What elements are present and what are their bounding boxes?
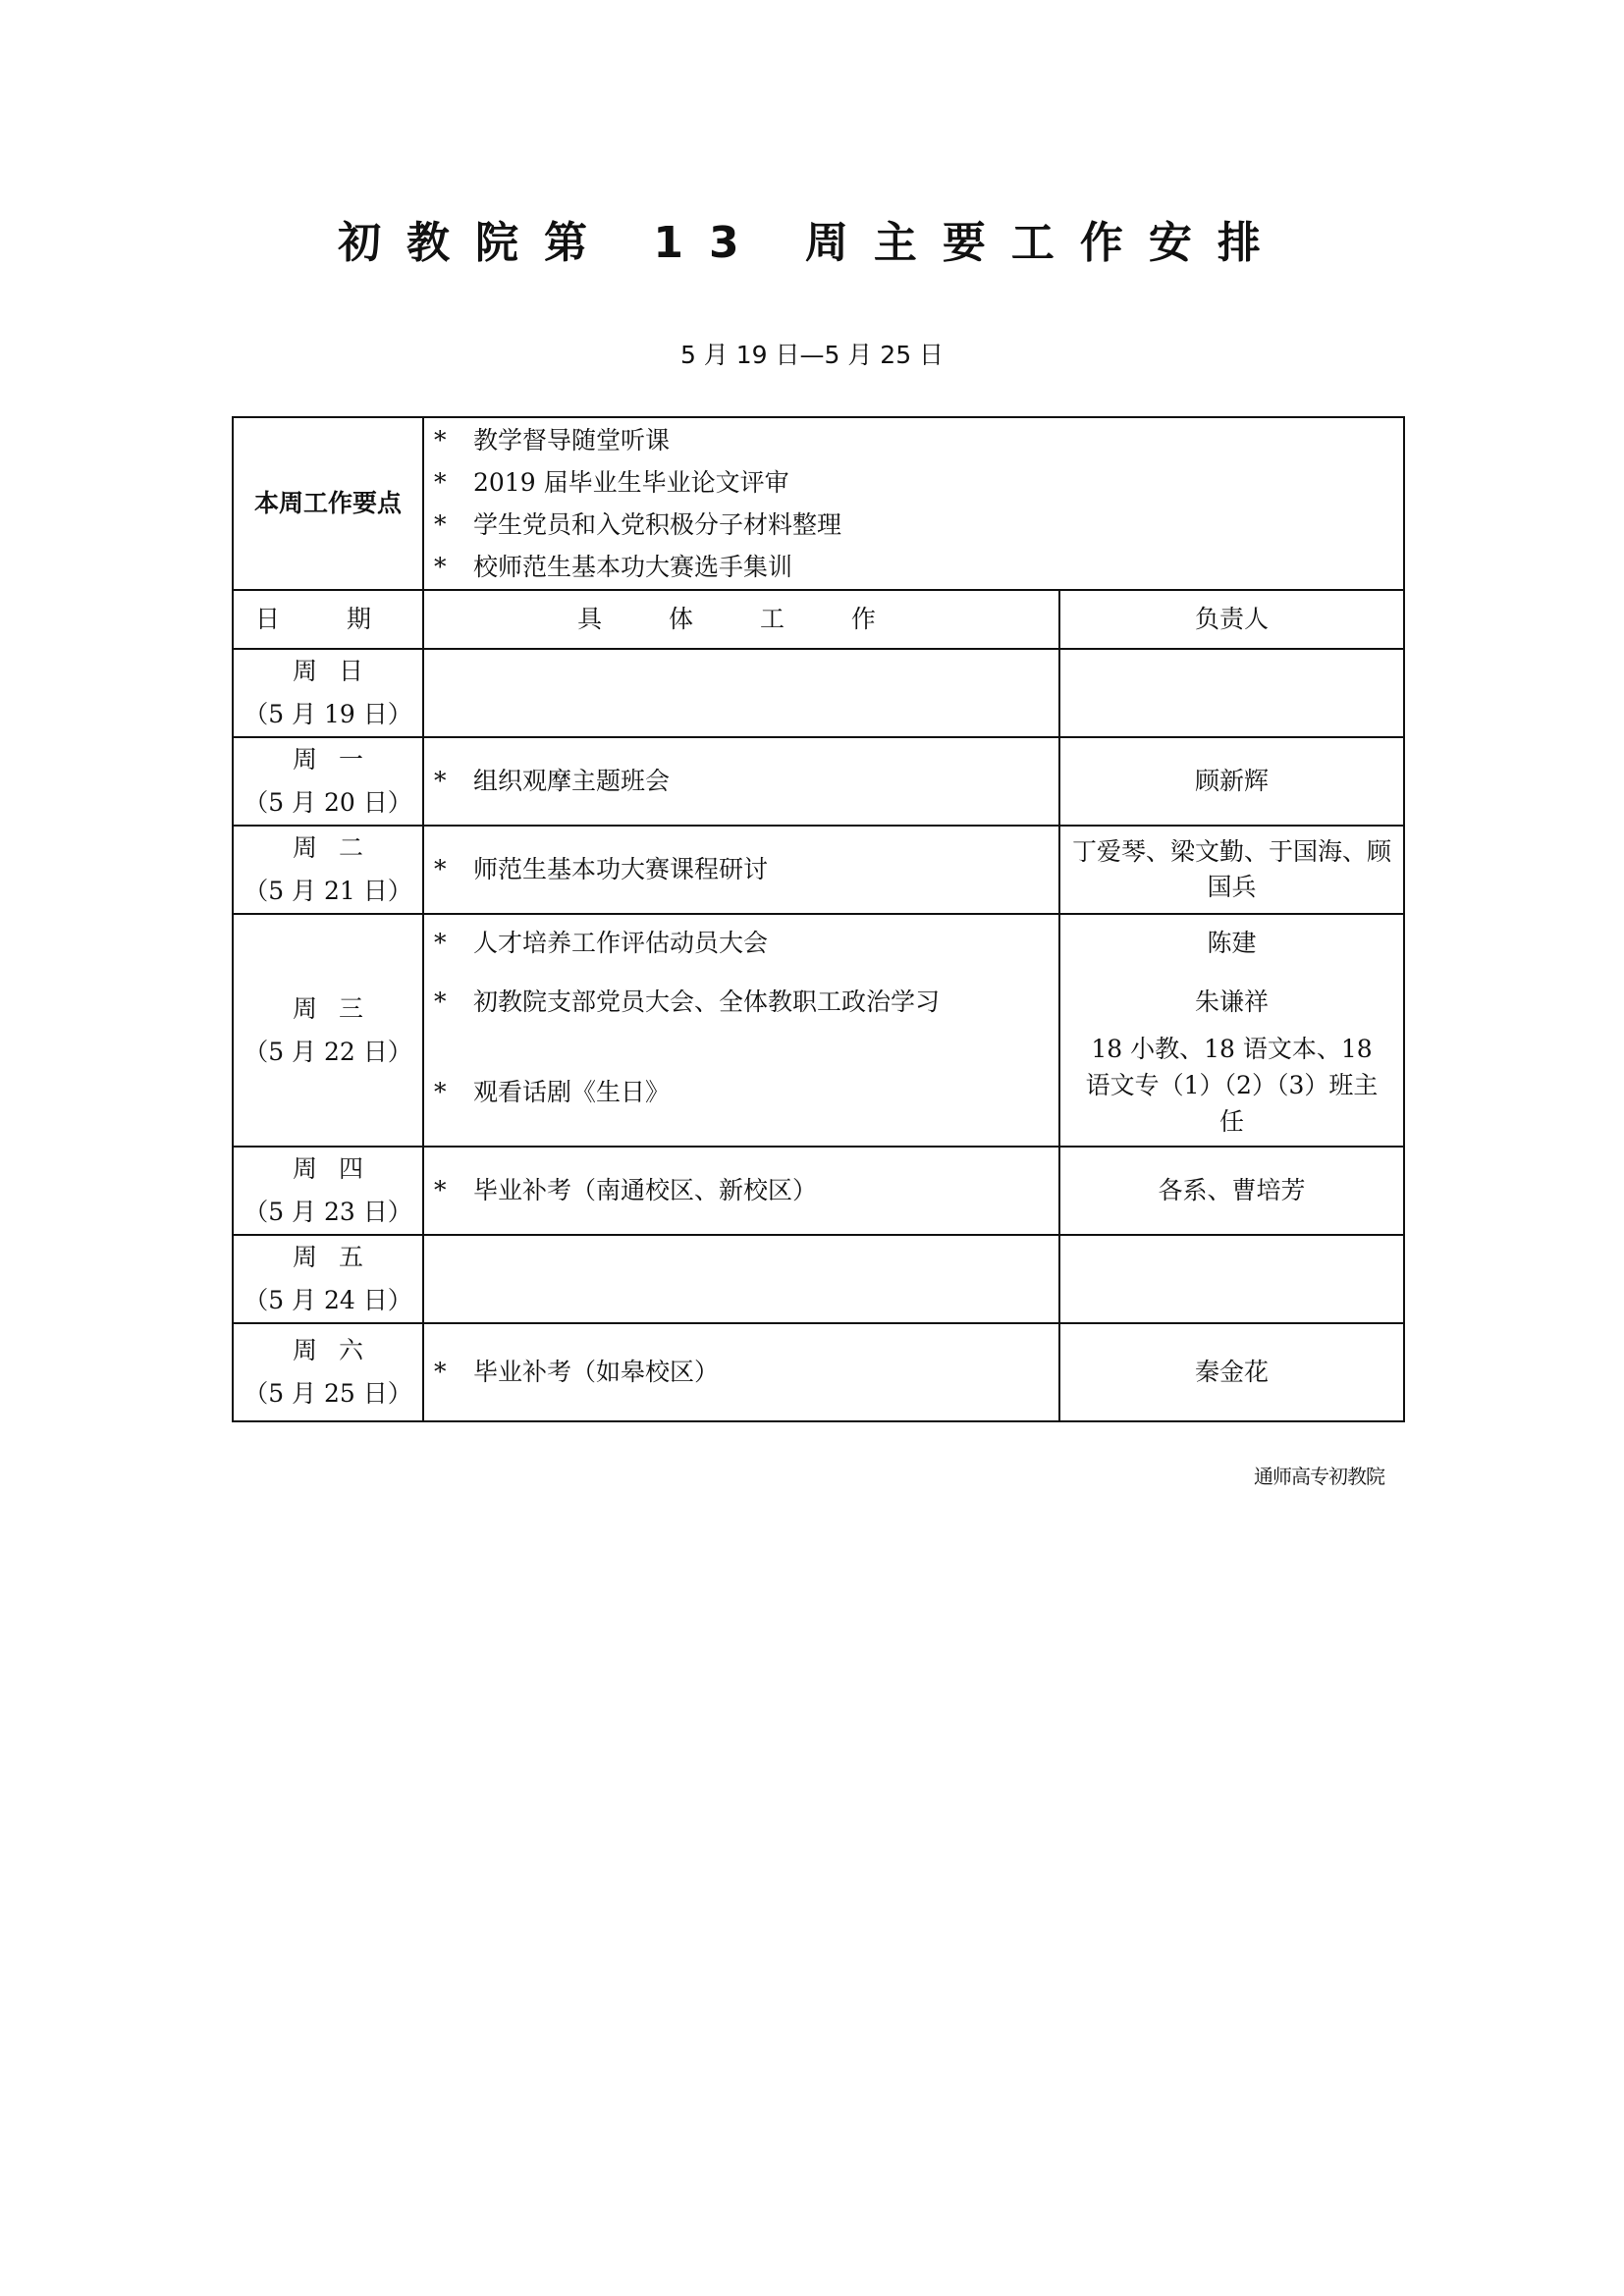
owner-cell: 丁爱琴、梁文勤、于国海、顾国兵	[1059, 826, 1404, 914]
work-cell	[423, 1235, 1059, 1323]
bullet: *	[434, 510, 447, 539]
day-date: （5 月 23 日）	[244, 1198, 412, 1226]
header-date: 日 期	[233, 590, 423, 649]
day-date: （5 月 20 日）	[244, 788, 412, 817]
work-cell	[423, 1147, 1059, 1235]
task-item: * 观看话剧《生日》	[434, 1078, 671, 1106]
task-item: * 师范生基本功大赛课程研讨	[434, 855, 769, 883]
day-cell	[233, 649, 423, 737]
day-date: （5 月 19 日）	[244, 700, 412, 728]
day-date: （5 月 25 日）	[244, 1379, 412, 1408]
key-points-list	[434, 419, 1393, 588]
header-owner: 负责人	[1059, 590, 1404, 649]
key-point-item: * 教学督导随堂听课	[434, 419, 1393, 461]
owner-cell	[1059, 1235, 1404, 1323]
work-cell	[423, 1323, 1059, 1421]
key-points-row	[233, 417, 1404, 590]
work-cell	[423, 649, 1059, 737]
day-name: 周五	[292, 1243, 385, 1271]
day-row-sunday	[233, 649, 1404, 737]
task-item: * 组织观摩主题班会	[434, 767, 671, 795]
work-cell	[423, 737, 1059, 826]
key-points-label: 本周工作要点	[233, 417, 423, 590]
key-point-item: * 校师范生基本功大赛选手集训	[434, 546, 1393, 588]
day-cell	[233, 826, 423, 914]
day-name: 周三	[292, 993, 385, 1023]
work-cell	[423, 826, 1059, 914]
day-row-monday	[233, 737, 1404, 826]
day-row-saturday	[233, 1323, 1404, 1421]
date-range: 5 月 19 日—5 月 25 日	[679, 341, 945, 369]
day-date: （5 月 21 日）	[244, 877, 412, 905]
task-item: * 毕业补考（南通校区、新校区）	[434, 1176, 818, 1204]
key-point-item: * 2019 届毕业生毕业论文评审	[434, 461, 1393, 504]
owner-cell: 各系、曹培芳	[1059, 1147, 1404, 1235]
owner-cell: 顾新辉	[1059, 737, 1404, 826]
day-name: 周一	[292, 745, 385, 774]
day-cell	[233, 914, 423, 1147]
day-row-friday	[233, 1235, 1404, 1323]
key-point-item: * 学生党员和入党积极分子材料整理	[434, 504, 1393, 546]
task-item: * 人才培养工作评估动员大会	[434, 929, 769, 957]
bullet: *	[434, 553, 447, 581]
owner-item: 朱谦祥	[1195, 988, 1270, 1016]
page-title: 初教院第 13 周主要工作安排	[338, 218, 1286, 268]
header-row	[233, 590, 1404, 649]
owner-cell	[1059, 914, 1404, 1147]
day-cell	[233, 1323, 423, 1421]
day-date: （5 月 22 日）	[244, 1037, 412, 1066]
task-item: * 初教院支部党员大会、全体教职工政治学习	[434, 988, 941, 1016]
owner-cell	[1059, 649, 1404, 737]
day-row-thursday	[233, 1147, 1404, 1235]
header-work: 具 体 工 作	[423, 590, 1059, 649]
owner-item: 18 小教、18 语文本、18 语文专（1）（2）（3）班主任	[1085, 1035, 1379, 1136]
key-points-cell	[423, 417, 1404, 590]
day-name: 周二	[292, 833, 385, 862]
task-item: * 毕业补考（如皋校区）	[434, 1358, 720, 1386]
bullet: *	[434, 468, 447, 497]
day-row-wednesday	[233, 914, 1404, 1147]
day-row-tuesday	[233, 826, 1404, 914]
schedule-table	[232, 416, 1405, 1422]
day-cell	[233, 1147, 423, 1235]
day-name: 周四	[292, 1154, 385, 1183]
bullet: *	[434, 426, 447, 454]
owner-cell: 秦金花	[1059, 1323, 1404, 1421]
day-date: （5 月 24 日）	[244, 1286, 412, 1314]
day-cell	[233, 737, 423, 826]
owner-item: 陈建	[1207, 929, 1257, 957]
work-cell	[423, 914, 1059, 1147]
footer-signature: 通师高专初教院	[1254, 1465, 1384, 1488]
day-cell	[233, 1235, 423, 1323]
day-name: 周六	[292, 1336, 385, 1364]
day-name: 周日	[292, 657, 385, 685]
